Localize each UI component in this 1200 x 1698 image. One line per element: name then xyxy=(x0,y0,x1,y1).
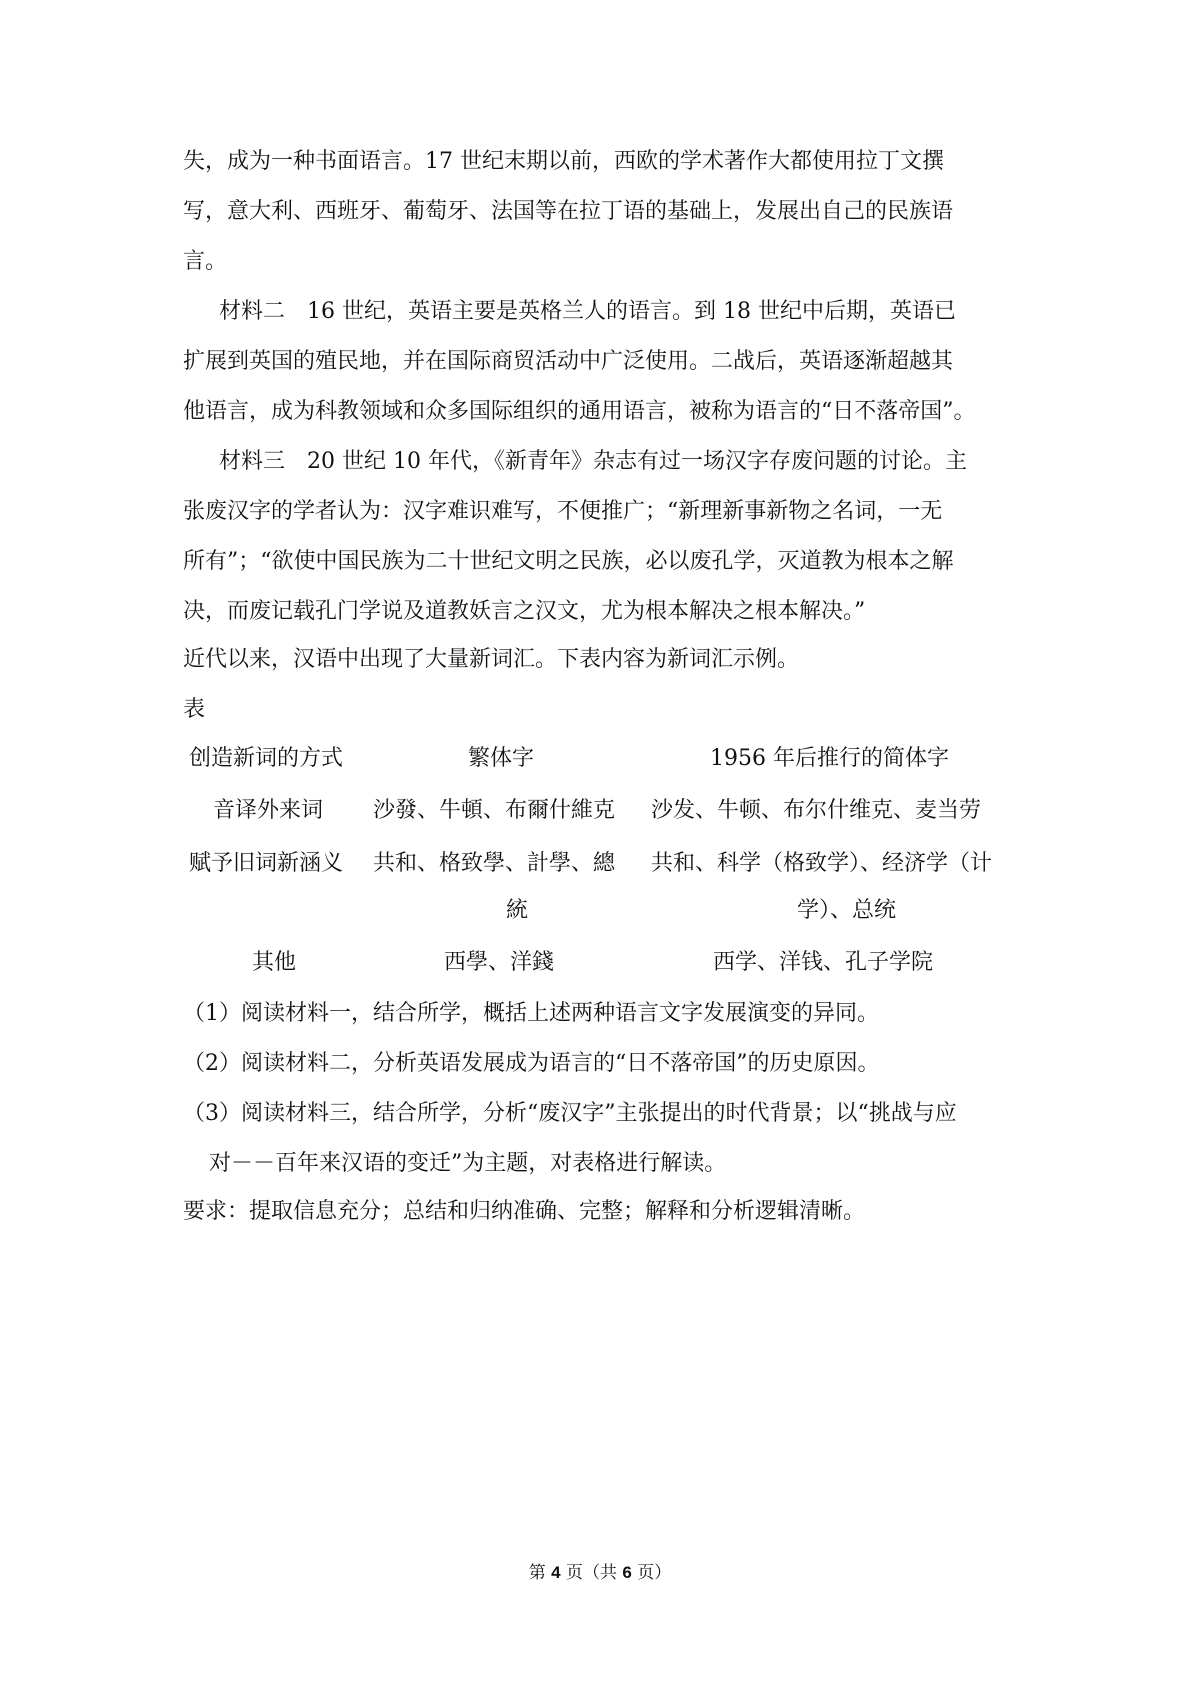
question-3-line-2: 对－－百年来汉语的变迁”为主题，对表格进行解读。 xyxy=(209,1151,727,1176)
table-cell-simplified: 西学、洋钱、孔子学院 xyxy=(713,950,934,975)
footer-suffix: 页） xyxy=(637,1563,672,1583)
table-cell-simplified: 共和、科学（格致学）、经济学（计 xyxy=(651,851,993,876)
material-two-line-1: 材料二 16 世纪，英语主要是英格兰人的语言。到 18 世纪中后期，英语已 xyxy=(219,299,956,324)
table-header-method: 创造新词的方式 xyxy=(189,746,344,771)
question-3-line-1: （3）阅读材料三，结合所学，分析“废汉字”主张提出的时代背景；以“挑战与应 xyxy=(183,1101,957,1126)
material-one-line-3: 言。 xyxy=(183,249,228,274)
table-cell-method: 音译外来词 xyxy=(213,798,324,823)
table-label: 表 xyxy=(183,697,206,722)
footer-prefix: 第 xyxy=(528,1563,546,1583)
table-cell-simplified: 沙发、牛顿、布尔什维克、麦当劳 xyxy=(651,798,982,823)
material-two-line-2: 扩展到英国的殖民地，并在国际商贸活动中广泛使用。二战后，英语逐渐超越其 xyxy=(183,349,954,374)
material-three-line-4: 决，而废记载孔门学说及道教妖言之汉文，尤为根本解决之根本解决。” xyxy=(183,599,866,624)
footer-total-pages: 6 xyxy=(622,1563,632,1582)
table-intro: 近代以来，汉语中出现了大量新词汇。下表内容为新词汇示例。 xyxy=(183,647,800,672)
table-cell-traditional: 共和、格致學、計學、總 xyxy=(373,851,616,876)
table-cell-traditional-cont: 統 xyxy=(506,898,529,923)
material-three-line-3: 所有”；“欲使中国民族为二十世纪文明之民族，必以废孔学，灭道教为根本之解 xyxy=(183,549,954,574)
material-one-line-2: 写，意大利、西班牙、葡萄牙、法国等在拉丁语的基础上，发展出自己的民族语 xyxy=(183,199,954,224)
question-2: （2）阅读材料二，分析英语发展成为语言的“日不落帝国”的历史原因。 xyxy=(183,1051,880,1076)
table-cell-simplified-cont: 学）、总统 xyxy=(797,898,897,923)
question-1: （1）阅读材料一，结合所学，概括上述两种语言文字发展演变的异同。 xyxy=(183,1001,879,1026)
footer-page-number: 4 xyxy=(551,1563,561,1582)
table-cell-traditional: 沙發、牛頓、布爾什維克 xyxy=(373,798,616,823)
footer-middle: 页（共 xyxy=(566,1563,617,1583)
material-one-line-1: 失，成为一种书面语言。17 世纪末期以前，西欧的学术著作大都使用拉丁文撰 xyxy=(183,149,944,174)
page-footer xyxy=(0,1561,1200,1585)
table-cell-method: 赋予旧词新涵义 xyxy=(189,851,344,876)
table-cell-method: 其他 xyxy=(252,950,297,975)
requirement: 要求：提取信息充分；总结和归纳准确、完整；解释和分析逻辑清晰。 xyxy=(183,1199,866,1224)
table-header-traditional: 繁体字 xyxy=(468,746,535,771)
material-two-line-3: 他语言，成为科教领域和众多国际组织的通用语言，被称为语言的“日不落帝国”。 xyxy=(183,399,976,424)
material-three-line-1: 材料三 20 世纪 10 年代，《新青年》杂志有过一场汉字存废问题的讨论。主 xyxy=(219,449,967,474)
table-cell-traditional: 西學、洋錢 xyxy=(444,950,555,975)
table-header-simplified: 1956 年后推行的简体字 xyxy=(710,746,949,771)
material-three-line-2: 张废汉字的学者认为：汉字难识难写，不便推广；“新理新事新物之名词，一无 xyxy=(183,499,943,524)
